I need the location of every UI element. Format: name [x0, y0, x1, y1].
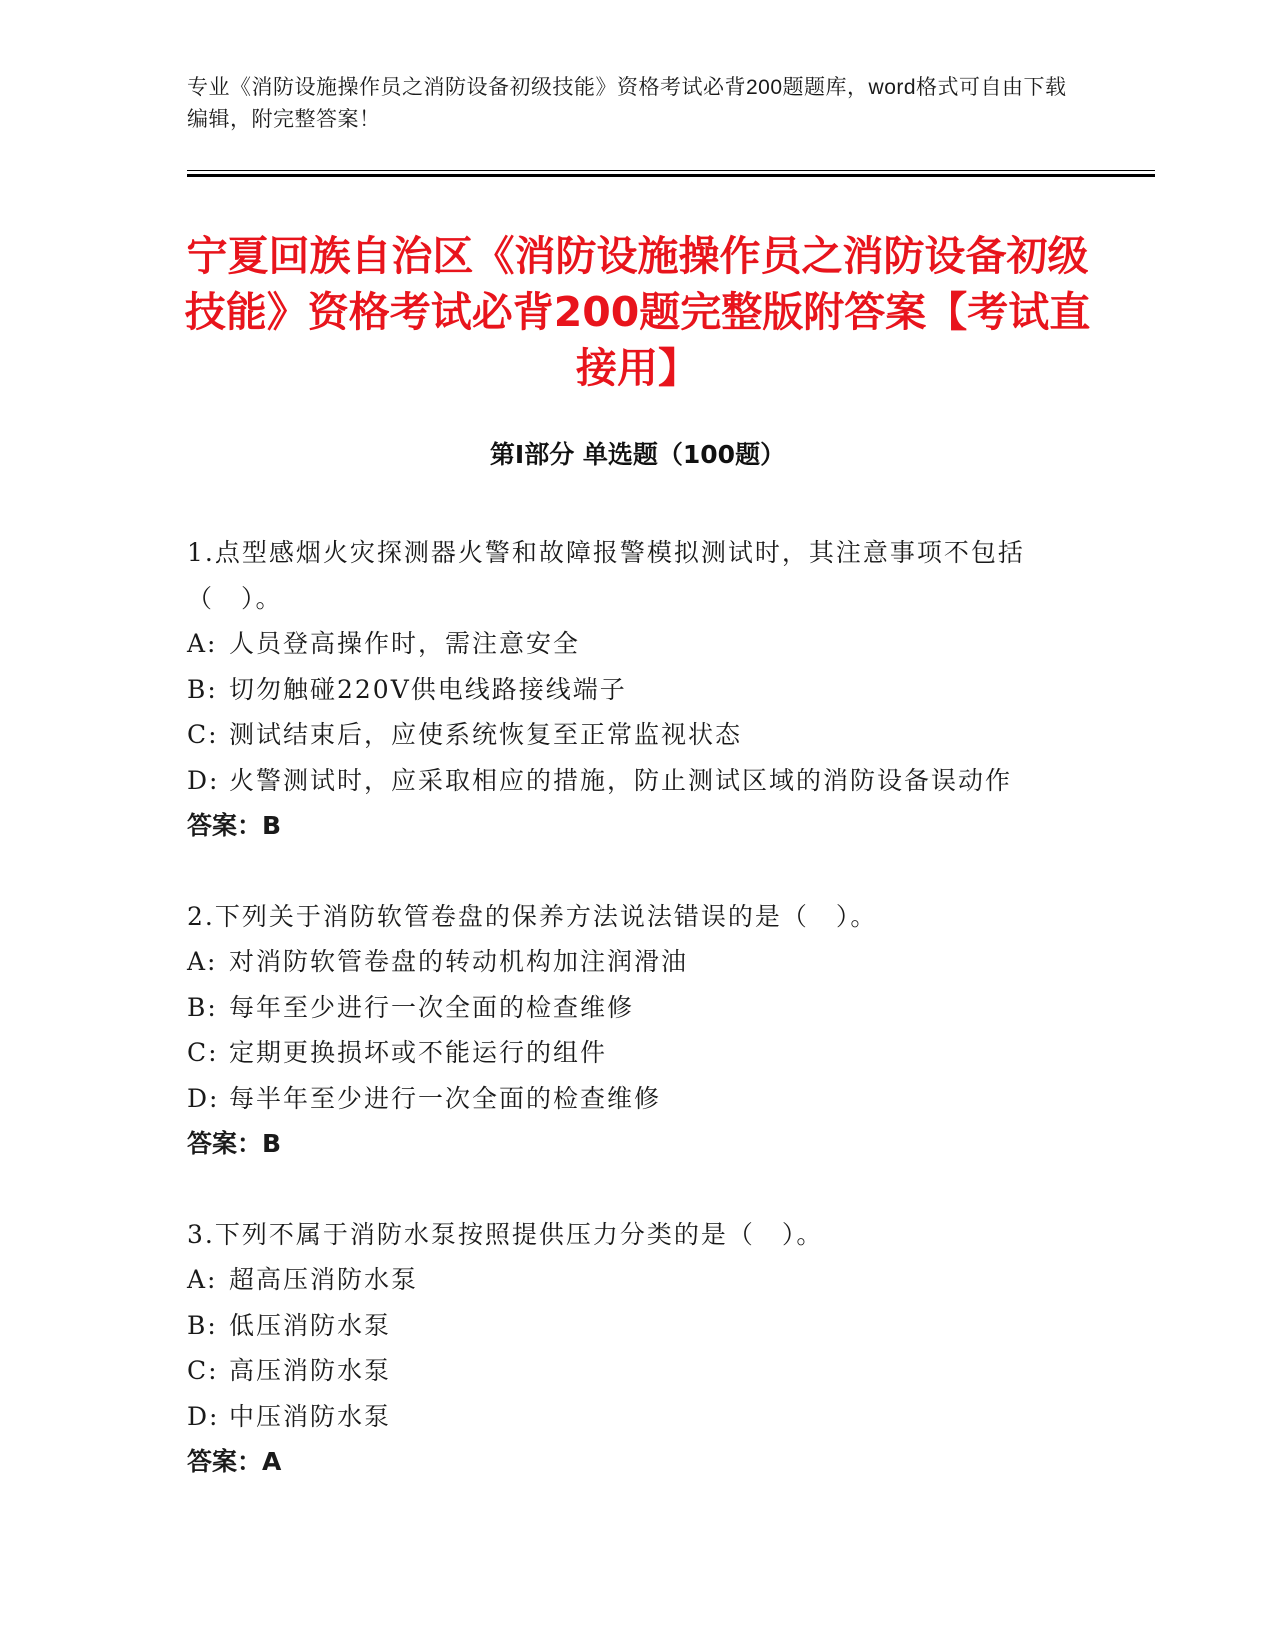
question-stem: 2.下列关于消防软管卷盘的保养方法说法错误的是（ ）。 — [187, 901, 878, 931]
option-letter: A: — [187, 629, 218, 658]
question-item — [187, 1212, 1087, 1485]
header-divider-thick — [187, 174, 1155, 177]
option-text: 切勿触碰220V供电线路接线端子 — [229, 674, 627, 704]
option-letter: A: — [187, 947, 218, 976]
option-letter: C: — [187, 720, 219, 749]
question-option — [187, 985, 1087, 1031]
question-answer: 答案：B — [187, 811, 282, 840]
question-stem: 3.下列不属于消防水泵按照提供压力分类的是（ ）。 — [187, 1219, 824, 1249]
header-divider-thin — [187, 170, 1155, 171]
question-option — [187, 758, 1087, 804]
option-text: 超高压消防水泵 — [229, 1265, 419, 1294]
question-option — [187, 1303, 1087, 1349]
option-letter: B: — [187, 992, 218, 1022]
option-text: 定期更换损坏或不能运行的组件 — [229, 1038, 608, 1067]
question-option — [187, 1076, 1087, 1122]
option-letter: B: — [187, 674, 218, 704]
option-text: 每半年至少进行一次全面的检查维修 — [229, 1083, 662, 1113]
question-option — [187, 1348, 1087, 1394]
question-answer: 答案：B — [187, 1129, 282, 1158]
option-text: 火警测试时，应采取相应的措施，防止测试区域的消防设备误动作 — [229, 765, 1013, 795]
option-letter: D: — [187, 765, 220, 795]
question-option — [187, 1030, 1087, 1076]
option-text: 高压消防水泵 — [229, 1356, 392, 1385]
question-option — [187, 712, 1087, 758]
option-text: 人员登高操作时，需注意安全 — [229, 629, 581, 658]
question-option — [187, 1394, 1087, 1440]
option-letter: D: — [187, 1401, 220, 1431]
option-text: 测试结束后，应使系统恢复至正常监视状态 — [229, 720, 743, 749]
document-title: 宁夏回族自治区《消防设施操作员之消防设备初级技能》资格考试必背200题完整版附答案【考试直接用】 — [184, 232, 1091, 392]
question-stem: 1.点型感烟火灾探测器火警和故障报警模拟测试时，其注意事项不包括（ ）。 — [187, 538, 1025, 613]
option-letter: A: — [187, 1265, 218, 1294]
option-letter: D: — [187, 1083, 220, 1113]
option-letter: B: — [187, 1310, 218, 1340]
question-option — [187, 939, 1087, 985]
question-item — [187, 530, 1087, 849]
option-text: 对消防软管卷盘的转动机构加注润滑油 — [229, 947, 689, 976]
header-note: 专业《消防设施操作员之消防设备初级技能》资格考试必背200题题库，word格式可自由下载编辑，附完整答案！ — [187, 76, 1067, 131]
question-list — [187, 530, 1087, 1530]
section-title: 第Ⅰ部分 单选题（100题） — [489, 440, 786, 469]
question-answer: 答案：A — [187, 1447, 282, 1476]
question-option — [187, 621, 1087, 667]
question-item — [187, 894, 1087, 1167]
option-letter: C: — [187, 1038, 219, 1067]
option-text: 低压消防水泵 — [229, 1310, 392, 1340]
option-letter: C: — [187, 1356, 219, 1385]
question-option — [187, 667, 1087, 713]
option-text: 中压消防水泵 — [229, 1401, 392, 1431]
option-text: 每年至少进行一次全面的检查维修 — [229, 992, 635, 1022]
question-option — [187, 1257, 1087, 1303]
